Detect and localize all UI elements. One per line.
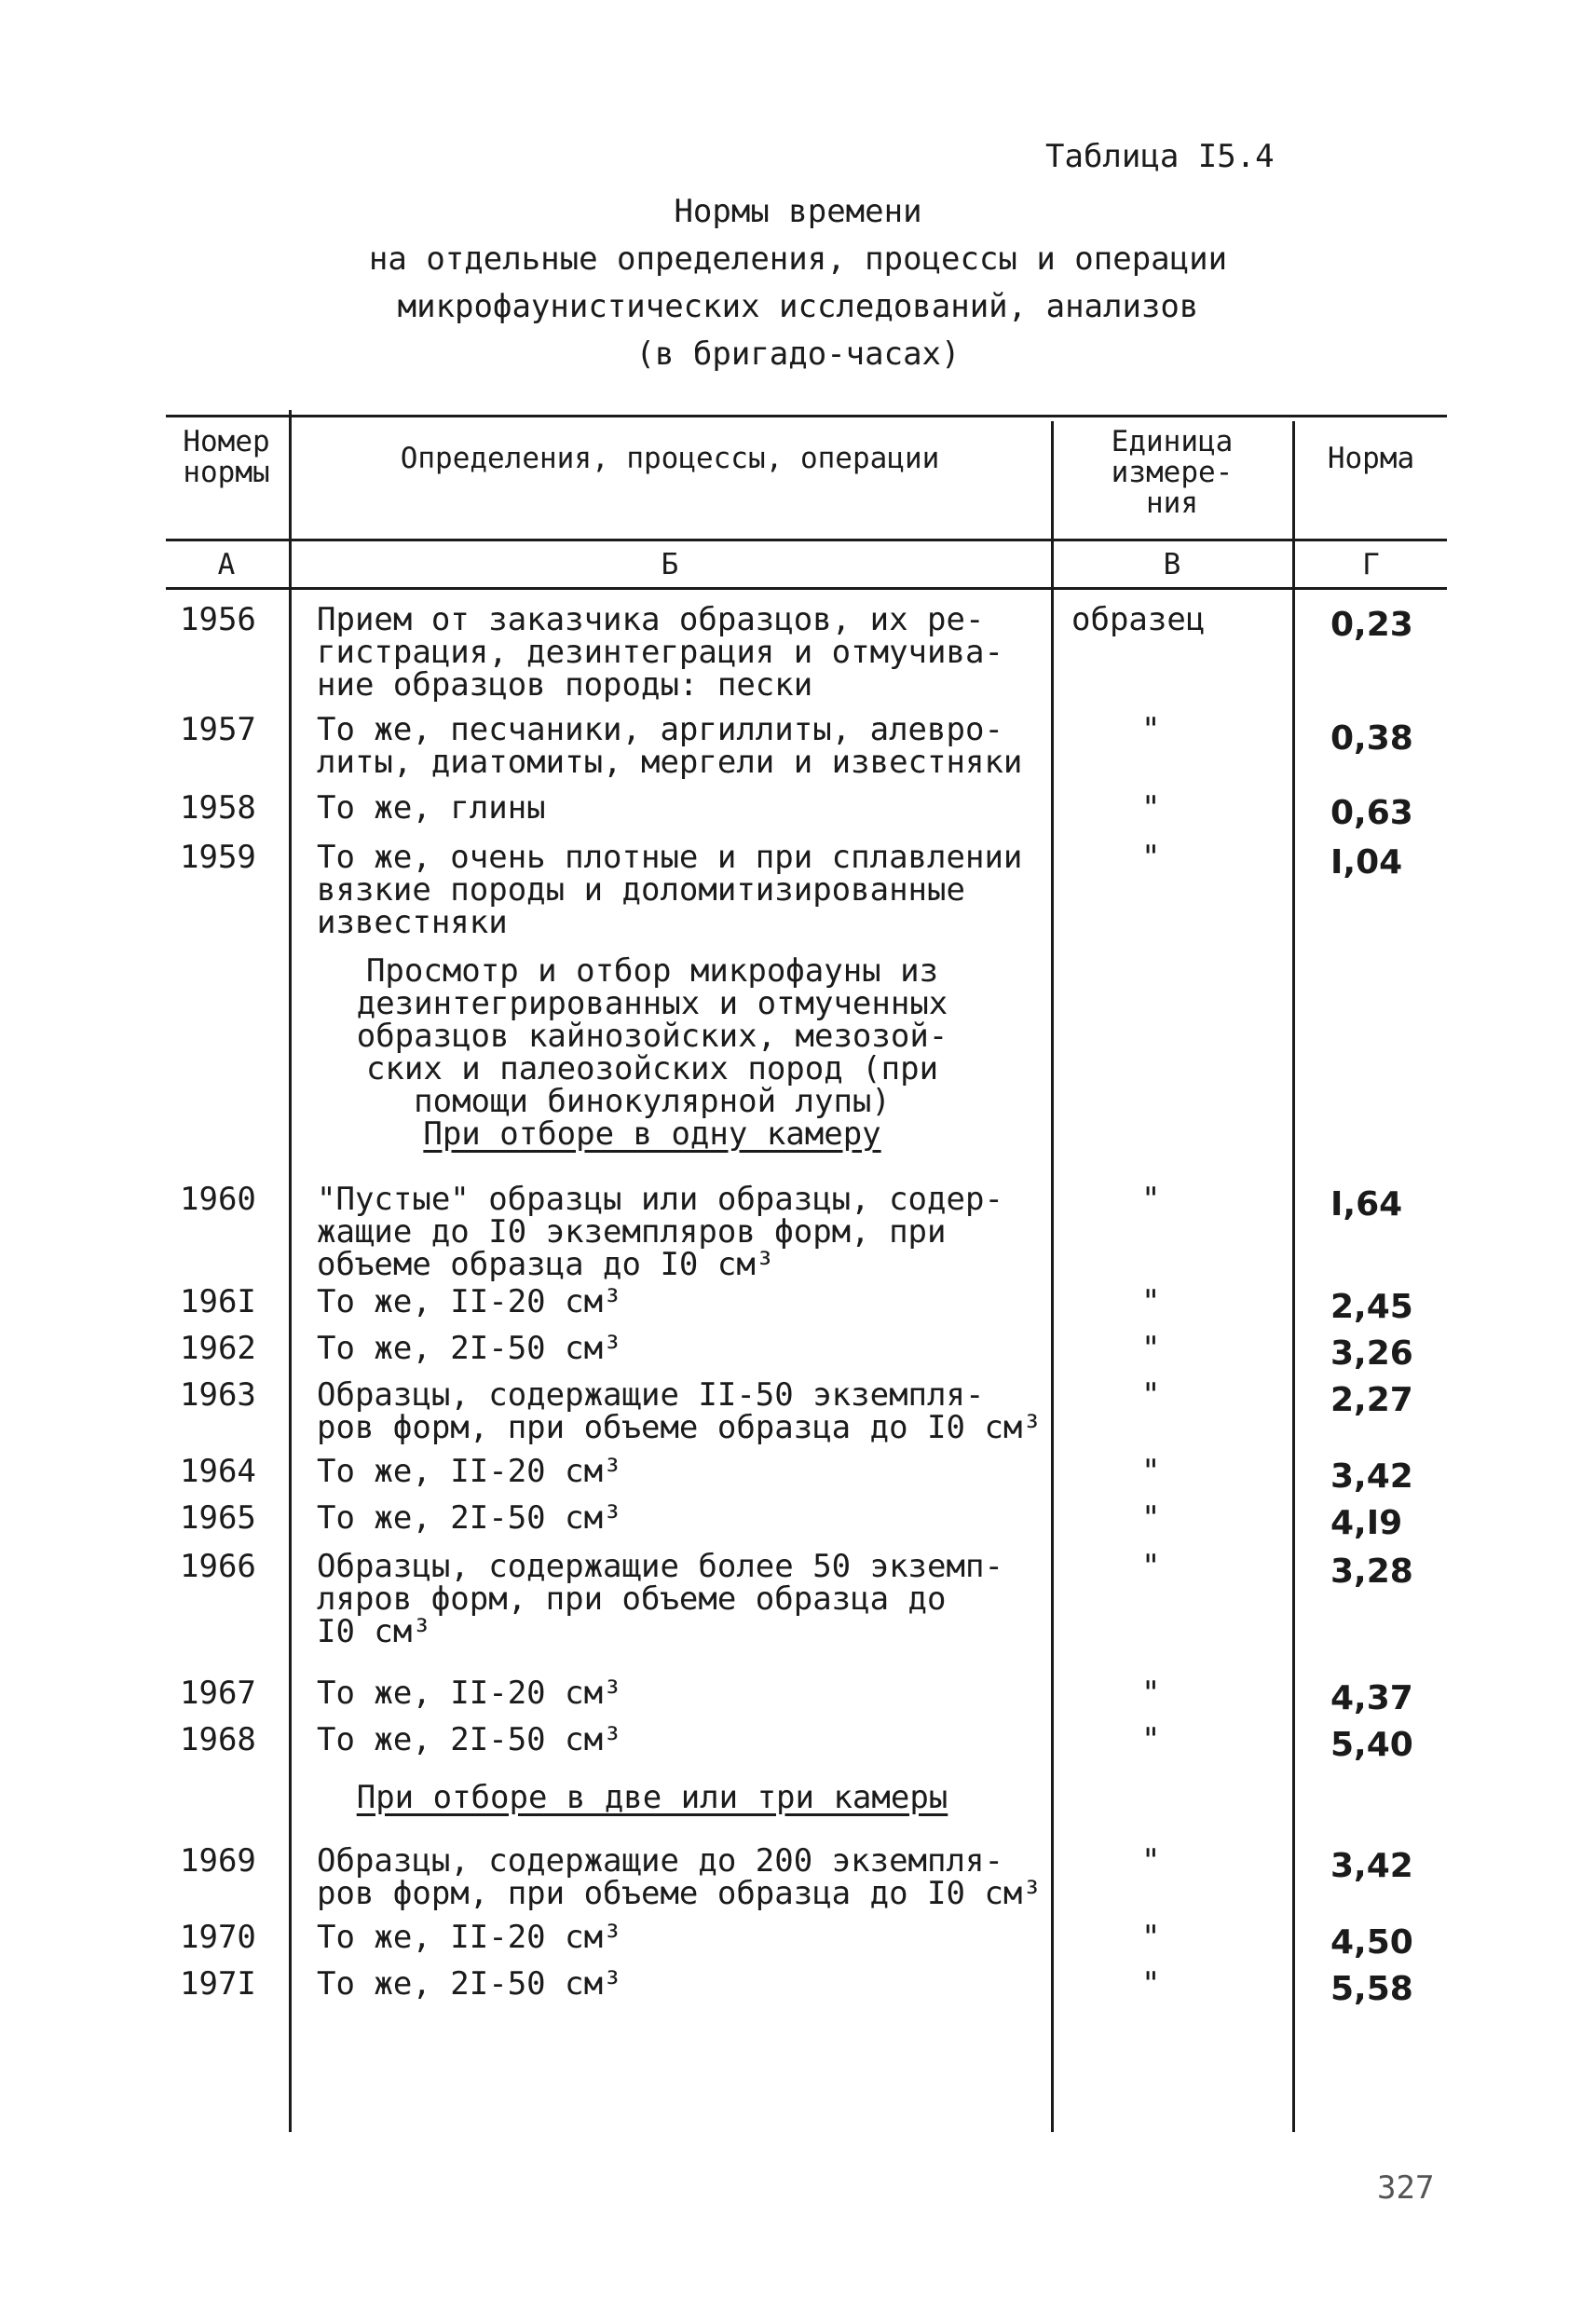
row-text: То же, 2I-50 см³ <box>317 1721 622 1758</box>
row-norm: I,04 <box>1330 843 1403 882</box>
row-norm: I,64 <box>1330 1185 1403 1224</box>
table-title-line-1: Нормы времени <box>674 193 922 230</box>
row-number: 196I <box>180 1283 256 1320</box>
row-text: То же, II-20 см³ <box>317 1283 622 1320</box>
row-unit: " <box>1141 1376 1161 1414</box>
col-letter-a: А <box>217 548 236 581</box>
row-norm: 0,23 <box>1330 606 1413 644</box>
row-norm: 3,42 <box>1330 1847 1413 1885</box>
row-number: 1970 <box>180 1919 256 1956</box>
row-unit: " <box>1141 1283 1161 1320</box>
row-text: То же, глины <box>317 789 546 827</box>
col-header-unit: Единица измере- ния <box>1111 425 1234 520</box>
section-heading-one-camera: При отборе в одну камеру <box>423 1115 881 1153</box>
row-text: "Пустые" образцы или образцы, содер- жащие до I0 экземпляров форм, при объеме образца до I0 см³ <box>317 1181 1003 1283</box>
column-divider-2 <box>1051 421 1054 2132</box>
row-norm: 4,37 <box>1330 1679 1413 1717</box>
row-unit: образец <box>1071 601 1206 638</box>
row-number: 1964 <box>180 1453 256 1490</box>
row-norm: 0,38 <box>1330 719 1413 758</box>
section-heading-two-three-cameras: При отборе в две или три камеры <box>356 1779 948 1816</box>
row-norm: 4,I9 <box>1330 1504 1403 1542</box>
table-number: Таблица I5.4 <box>1045 138 1275 175</box>
row-norm: 5,40 <box>1330 1726 1413 1764</box>
col-letter-b: Б <box>661 548 679 581</box>
row-unit: " <box>1141 1499 1161 1537</box>
row-text: То же, 2I-50 см³ <box>317 1499 622 1537</box>
row-number: 1968 <box>180 1721 256 1758</box>
row-norm: 3,42 <box>1330 1457 1413 1496</box>
row-number: 1963 <box>180 1376 256 1414</box>
row-number: 1962 <box>180 1330 256 1367</box>
row-text: То же, песчаники, аргиллиты, алевро- литы, диатомиты, мергели и известняки <box>317 711 1023 781</box>
row-unit: " <box>1141 1453 1161 1490</box>
row-number: 197I <box>180 1965 256 2003</box>
row-unit: " <box>1141 1548 1161 1585</box>
row-text: То же, 2I-50 см³ <box>317 1965 622 2003</box>
row-unit: " <box>1141 1181 1161 1218</box>
row-number: 1959 <box>180 839 256 876</box>
row-text: То же, II-20 см³ <box>317 1919 622 1956</box>
row-number: 1958 <box>180 789 256 827</box>
row-unit: " <box>1141 1721 1161 1758</box>
row-unit: " <box>1141 1330 1161 1367</box>
row-norm: 2,45 <box>1330 1288 1413 1326</box>
row-text: Образцы, содержащие до 200 экземпля- ров форм, при объеме образца до I0 см³ <box>317 1842 1042 1912</box>
row-unit: " <box>1141 1965 1161 2003</box>
row-unit: " <box>1141 789 1161 827</box>
row-norm: 4,50 <box>1330 1923 1413 1962</box>
col-letter-d: Г <box>1362 548 1380 581</box>
row-number: 1966 <box>180 1548 256 1585</box>
col-header-operations: Определения, процессы, операции <box>400 442 940 475</box>
row-unit: " <box>1141 839 1161 876</box>
row-unit: " <box>1141 711 1161 748</box>
row-norm: 0,63 <box>1330 794 1413 832</box>
row-norm: 5,58 <box>1330 1970 1413 2008</box>
section-intro: Просмотр и отбор микрофауны из дезинтегрированных и отмученных образцов кайнозойских, мезозой- ских и палеозойских пород (при помощи бинокулярной лупы) <box>356 952 948 1120</box>
column-divider-1 <box>289 410 292 2132</box>
table-title-line-2: на отдельные определения, процессы и операции <box>368 240 1228 278</box>
page-number: 327 <box>1377 2169 1435 2207</box>
col-header-norm: Норма <box>1327 442 1415 475</box>
row-text: То же, очень плотные и при сплавлении вязкие породы и доломитизированные известняки <box>317 839 1023 941</box>
row-text: Прием от заказчика образцов, их ре- гистрация, дезинтеграция и отмучива- ние образцов породы: пески <box>317 601 1003 704</box>
row-unit: " <box>1141 1842 1161 1880</box>
row-number: 1967 <box>180 1675 256 1712</box>
header-bottom-rule <box>166 539 1447 541</box>
row-number: 1960 <box>180 1181 256 1218</box>
row-number: 1956 <box>180 601 256 638</box>
row-norm: 2,27 <box>1330 1381 1413 1419</box>
table-title-line-3: микрофаунистических исследований, анализов <box>397 288 1199 325</box>
row-number: 1957 <box>180 711 256 748</box>
row-number: 1969 <box>180 1842 256 1880</box>
row-unit: " <box>1141 1919 1161 1956</box>
letters-bottom-rule <box>166 587 1447 590</box>
table-title-line-4: (в бригадо-часах) <box>635 335 961 373</box>
row-text: Образцы, содержащие более 50 экземп- ляров форм, при объеме образца до I0 см³ <box>317 1548 1003 1650</box>
row-number: 1965 <box>180 1499 256 1537</box>
col-letter-c: В <box>1163 548 1181 581</box>
row-norm: 3,26 <box>1330 1334 1413 1373</box>
row-text: То же, II-20 см³ <box>317 1453 622 1490</box>
row-text: То же, II-20 см³ <box>317 1675 622 1712</box>
col-header-number: Номер нормы <box>183 425 270 489</box>
row-text: То же, 2I-50 см³ <box>317 1330 622 1367</box>
row-text: Образцы, содержащие II-50 экземпля- ров форм, при объеме образца до I0 см³ <box>317 1376 1042 1446</box>
row-norm: 3,28 <box>1330 1552 1413 1591</box>
table-top-rule <box>166 415 1447 417</box>
column-divider-3 <box>1292 421 1295 2132</box>
row-unit: " <box>1141 1675 1161 1712</box>
